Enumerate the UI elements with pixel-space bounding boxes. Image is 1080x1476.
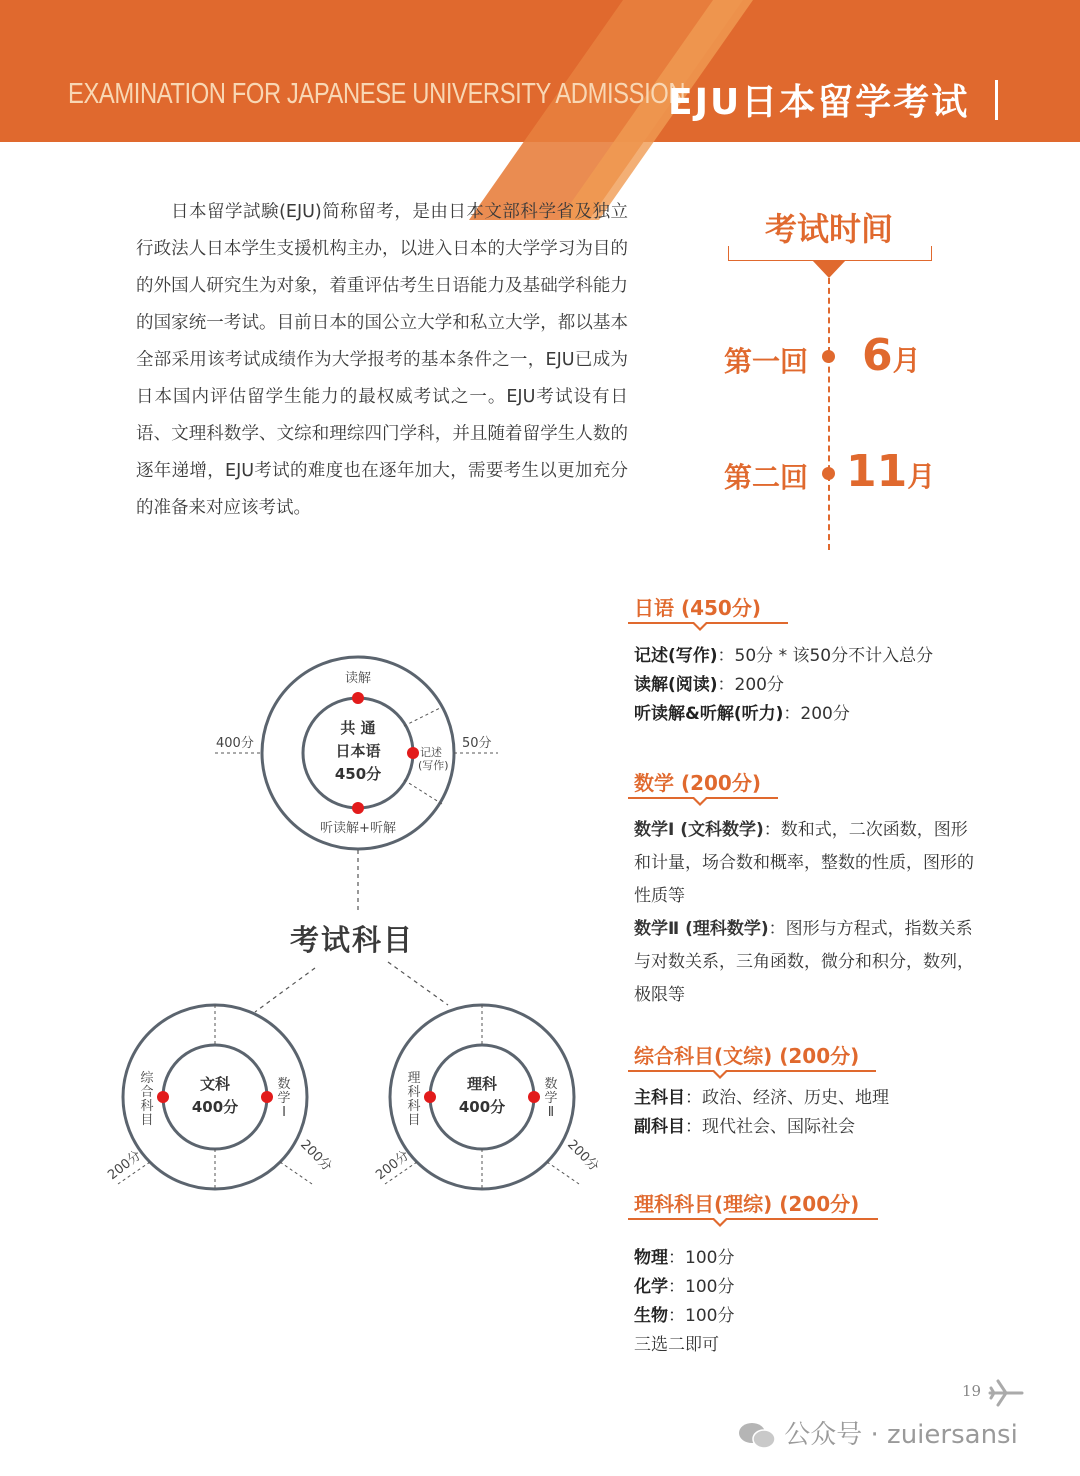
svg-text:学: 学: [544, 1091, 558, 1106]
rika-center-line1: 理科: [466, 1075, 498, 1093]
japanese-left-score: 400分: [216, 736, 254, 751]
round-2-month: 11月: [846, 446, 936, 497]
bunka-center-line2: 400分: [191, 1098, 239, 1116]
japanese-center-line1: 共 通: [340, 719, 376, 737]
svg-text:目: 目: [140, 1113, 154, 1128]
japanese-section-body: [634, 642, 1054, 729]
bunso-section-title: 综合科目(文综) (200分): [634, 1044, 860, 1068]
exam-time-timeline: [828, 278, 830, 550]
list-item: 听读解&听解(听力)：200分: [634, 704, 850, 724]
reading-dot: [352, 692, 364, 704]
bunso-section-body: [634, 1084, 1054, 1142]
list-item: 记述(写作)：50分 * 该50分不计入总分: [634, 646, 934, 666]
svg-text:综: 综: [140, 1071, 154, 1086]
round-1-month: 6月: [862, 330, 921, 381]
riso-section-underline: [628, 1218, 878, 1220]
svg-text:理: 理: [407, 1071, 421, 1086]
wechat-icon: [738, 1421, 776, 1451]
list-item: 读解(阅读)：200分: [634, 675, 784, 695]
listening-dot: [352, 802, 364, 814]
riso-note: 三选二即可: [634, 1335, 719, 1355]
list-item: 数学Ⅰ (文科数学)：数和式，二次函数，图形和计量，场合数和概率，整数的性质，图形的性质等: [634, 820, 974, 906]
watermark: 公众号 · zuiersansi: [738, 1414, 1018, 1451]
list-item: 生物：100分: [634, 1306, 735, 1326]
exam-time-bracket: [728, 246, 932, 261]
writing-label: 记述: [420, 746, 442, 759]
svg-text:合: 合: [140, 1085, 154, 1100]
list-item: 主科目：政治、经济、历史、地理: [634, 1088, 889, 1108]
round-2-dot: [822, 467, 835, 480]
bunka-left-score: 200分: [105, 1148, 145, 1184]
japanese-section-underline: [628, 622, 788, 624]
header-title-cn: EJU日本留学考试: [668, 82, 970, 123]
bunso-section-underline: [628, 1070, 876, 1072]
japanese-center-line2: 日本语: [335, 742, 381, 760]
writing-sub-label: (写作): [418, 759, 449, 772]
riso-section-body: [634, 1244, 1054, 1360]
writing-dot: [407, 747, 419, 759]
header-title-en: EXAMINATION FOR JAPANESE UNIVERSITY ADMISSION: [68, 78, 686, 110]
list-item: 物理：100分: [634, 1248, 735, 1268]
svg-text:Ⅰ: Ⅰ: [282, 1105, 286, 1120]
japanese-section-title: 日语 (450分): [634, 596, 761, 620]
subjects-title: 考试科目: [290, 923, 415, 957]
bunka-circle: [105, 1005, 334, 1189]
svg-text:数: 数: [277, 1077, 291, 1092]
math-section-title: 数学 (200分): [634, 771, 761, 795]
round-1-label: 第一回: [724, 345, 809, 378]
svg-text:科: 科: [407, 1099, 421, 1114]
svg-text:科: 科: [140, 1099, 154, 1114]
intro-paragraph: 日本留学試験(EJU)简称留考，是由日本文部科学省及独立行政法人日本学生支援机构主办，以进入日本的大学学习为目的的外国人研究生为对象，着重评估考生日语能力及基础学科能力的国家统一考试。目前日本的国公立大学和私立大学，都以基本全部采用该考试成绩作为大学报考的基本条件之一，EJU已成为日本国内评估留学生能力的最权威考试之一。EJU考试设有日语、文理科数学、文综和理综四门学科，并且随着留学生人数的逐年递增，EJU考试的难度也在逐年加大，需要考生以更加充分的准备来对应该考试。: [136, 202, 628, 518]
rika-center-line2: 400分: [458, 1098, 506, 1116]
list-item: 副科目：现代社会、国际社会: [634, 1117, 855, 1137]
svg-text:数: 数: [544, 1077, 558, 1092]
page-number: 19: [962, 1382, 982, 1400]
svg-text:目: 目: [407, 1113, 421, 1128]
rika-circle: [373, 1005, 601, 1189]
list-item: 数学Ⅱ (理科数学)：图形与方程式，指数关系与对数关系，三角函数，微分和积分，数列，极限等: [634, 919, 974, 1005]
japanese-right-score: 50分: [462, 736, 492, 751]
math-section-body: [634, 814, 979, 1012]
airplane-icon: [988, 1378, 1024, 1408]
japanese-center-line3: 450分: [334, 765, 382, 783]
riso-section-title: 理科科目(理综) (200分): [634, 1192, 860, 1216]
round-1-dot: [822, 350, 835, 363]
rika-left-score: 200分: [373, 1148, 413, 1184]
bunka-right-score: 200分: [297, 1137, 335, 1175]
svg-text:科: 科: [407, 1085, 421, 1100]
exam-time-arrow-icon: [812, 260, 846, 278]
round-2-label: 第二回: [724, 461, 809, 494]
listening-label: 听读解+听解: [320, 821, 396, 836]
svg-text:Ⅱ: Ⅱ: [547, 1105, 555, 1120]
bunka-center-line1: 文科: [199, 1075, 231, 1093]
header-divider: [995, 80, 998, 120]
rika-right-score: 200分: [564, 1137, 602, 1175]
exam-time-title: 考试时间: [764, 210, 893, 248]
japanese-circle: [215, 657, 498, 849]
svg-text:学: 学: [277, 1091, 291, 1106]
reading-label: 读解: [344, 671, 372, 686]
list-item: 化学：100分: [634, 1277, 735, 1297]
